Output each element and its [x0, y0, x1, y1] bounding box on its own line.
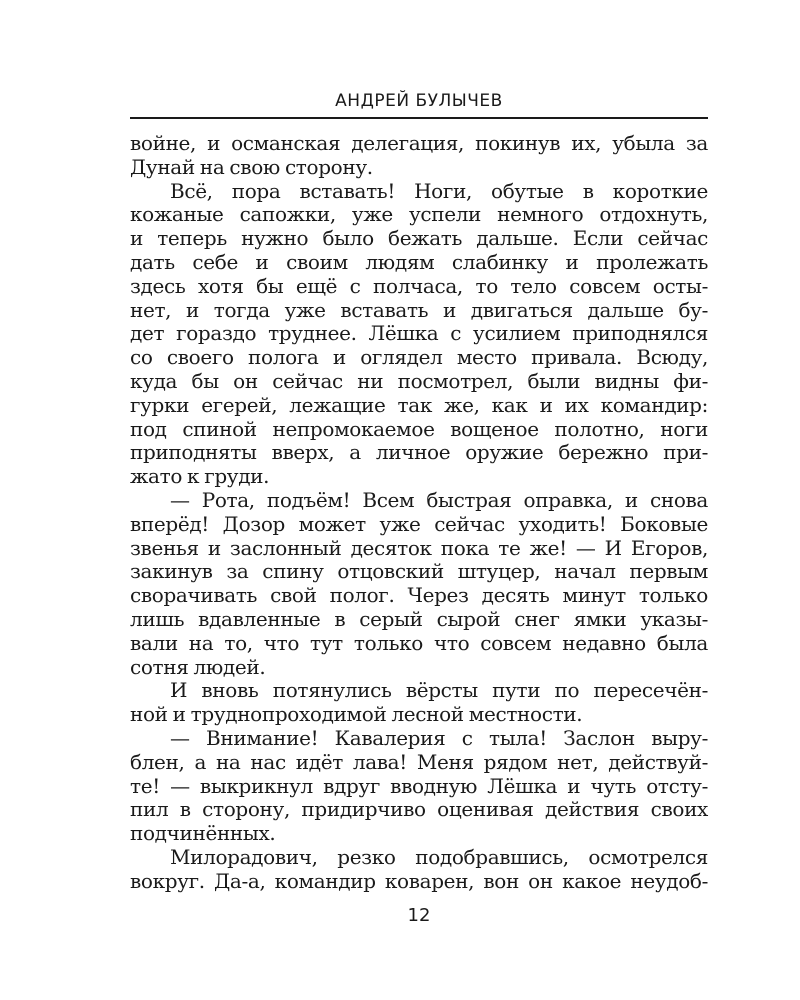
- text-line: куда бы он сейчас ни посмотрел, были видны фи-: [130, 368, 708, 393]
- text-line: гурки егерей, лежащие так же, как и их командир:: [130, 392, 708, 417]
- text-line: кожаные сапожки, уже успели немного отдохнуть,: [130, 202, 708, 227]
- text-line: жато к груди.: [130, 464, 270, 489]
- text-line: — Рота, подъём! Всем быстрая оправка, и снова: [170, 487, 708, 512]
- text-line: и теперь нужно было бежать дальше. Если сейчас: [130, 226, 708, 251]
- text-line: закинув за спину отцовский штуцер, начал первым: [130, 559, 708, 584]
- text-line: сворачивать свой полог. Через десять минут только: [130, 583, 708, 608]
- header-rule: [130, 117, 708, 119]
- text-line: Всё, пора вставать! Ноги, обутые в короткие: [170, 178, 708, 203]
- text-line: И вновь потянулись вёрсты пути по пересечён-: [170, 678, 708, 703]
- running-head-author: АНДРЕЙ БУЛЫЧЕВ: [335, 91, 503, 111]
- text-line: те! — выкрикнул вдруг вводную Лёшка и чуть отсту-: [130, 773, 708, 798]
- page-number: 12: [407, 905, 431, 926]
- body-text: [130, 132, 708, 894]
- text-line: сотня людей.: [130, 654, 266, 679]
- text-line: приподняты вверх, а личное оружие бережно при-: [130, 440, 708, 465]
- text-line: — Внимание! Кавалерия с тыла! Заслон выру-: [170, 725, 708, 750]
- text-line: дет гораздо труднее. Лёшка с усилием приподнялся: [130, 321, 708, 346]
- text-line: дать себе и своим людям слабинку и пролежать: [130, 249, 708, 274]
- text-line: Милорадович, резко подобравшись, осмотрелся: [170, 844, 708, 869]
- text-line: подчинённых.: [130, 821, 276, 846]
- text-line: здесь хотя бы ещё с полчаса, то тело совсем осты-: [130, 273, 708, 298]
- text-line: войне, и османская делегация, покинув их, убыла за: [130, 131, 708, 155]
- text-line: лишь вдавленные в серый сырой снег ямки указы-: [130, 606, 708, 631]
- text-line: вперёд! Дозор может уже сейчас уходить! Боковые: [130, 511, 708, 536]
- text-line: пил в сторону, придирчиво оценивая действия своих: [130, 797, 708, 822]
- text-line: Дунай на свою сторону.: [130, 154, 373, 179]
- text-line: звенья и заслонный десяток пока те же! — И Егоров,: [130, 535, 708, 560]
- text-line: блен, а на нас идёт лава! Меня рядом нет, действуй-: [130, 749, 708, 774]
- text-line: ной и труднопроходимой лесной местности.: [130, 702, 583, 727]
- text-line: вали на то, что тут только что совсем недавно была: [130, 630, 708, 655]
- text-line: со своего полога и оглядел место привала. Всюду,: [130, 345, 708, 370]
- text-line: под спиной непромокаемое вощеное полотно, ноги: [130, 416, 708, 441]
- text-line: нет, и тогда уже вставать и двигаться дальше бу-: [130, 297, 708, 322]
- text-line: вокруг. Да-а, командир коварен, вон он какое неудоб-: [130, 868, 708, 893]
